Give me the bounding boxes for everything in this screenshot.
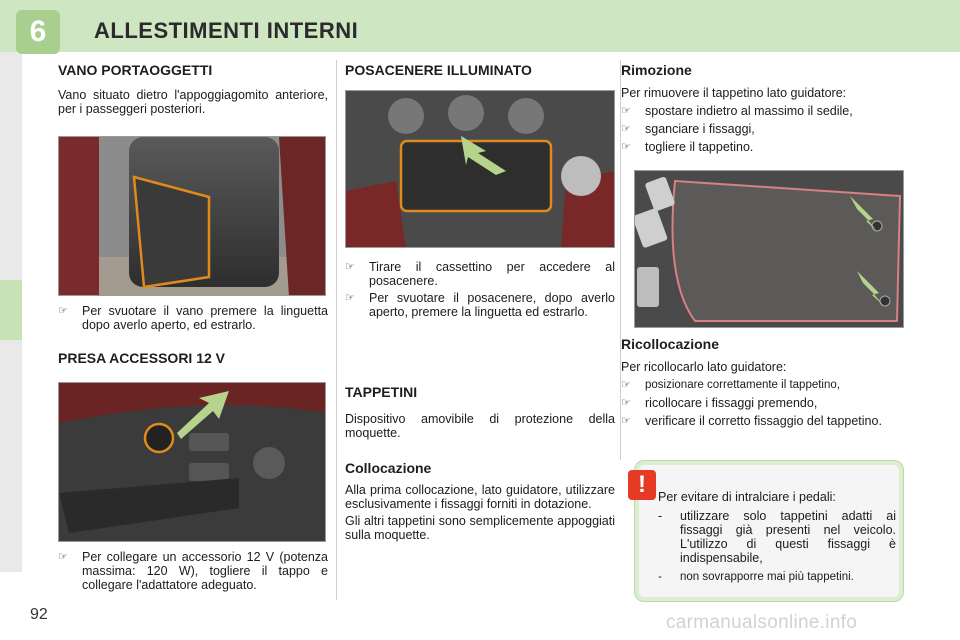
vano-bullet: ☞ Per svuotare il vano premere la linguetta dopo averlo aperto, ed estrarlo.	[58, 304, 328, 332]
side-tab	[0, 280, 22, 340]
warning-content	[658, 490, 896, 584]
vano-photo	[58, 136, 326, 296]
page-title: ALLESTIMENTI INTERNI	[94, 18, 359, 43]
ricollocazione-intro: Per ricollocarlo lato guidatore:	[621, 360, 787, 374]
pointing-hand-icon: ☞	[621, 123, 631, 135]
collocazione-paragraph-2: Gli altri tappetini sono semplicemente appoggiati sulla moquette.	[345, 514, 615, 542]
armrest-storage-illustration	[59, 137, 326, 296]
pointing-hand-icon: ☞	[345, 261, 355, 273]
rimozione-bullet-1: ☞ spostare indietro al massimo il sedile,	[621, 104, 853, 118]
pointing-hand-icon: ☞	[621, 415, 631, 427]
vano-intro: Vano situato dietro l'appoggiagomito anteriore, per i passeggeri posteriori.	[58, 88, 328, 116]
posacenere-photo	[345, 90, 615, 248]
warning-intro: Per evitare di intralciare i pedali:	[658, 490, 836, 504]
tappetino-photo	[634, 170, 904, 328]
ashtray-illustration	[346, 91, 615, 248]
rimozione-intro: Per rimuovere il tappetino lato guidatore:	[621, 86, 847, 100]
presa-title: PRESA ACCESSORI 12 V	[58, 350, 226, 366]
presa-bullet: ☞ Per collegare un accessorio 12 V (potenza massima: 120 W), togliere il tappo e collegare l'adattatore adeguato.	[58, 550, 328, 592]
rimozione-bullet-2: ☞ sganciare i fissaggi,	[621, 122, 755, 136]
vano-section	[58, 62, 328, 116]
pointing-hand-icon: ☞	[345, 292, 355, 304]
collocazione-title: Collocazione	[345, 460, 432, 476]
power-socket-illustration	[59, 383, 326, 542]
warning-item-2: - non sovrapporre mai più tappetini.	[658, 571, 854, 583]
pointing-hand-icon: ☞	[58, 551, 68, 563]
vano-title: VANO PORTAOGGETTI	[58, 62, 213, 78]
tappetini-intro: Dispositivo amovibile di protezione della moquette.	[345, 412, 615, 440]
presa-photo	[58, 382, 326, 542]
pointing-hand-icon: ☞	[621, 105, 631, 117]
chapter-number: 6	[16, 10, 60, 54]
warning-item-1: - utilizzare solo tappetini adatti ai fissaggi già presenti nel veicolo. L'utilizzo di questi fissaggi è indispensabile,	[658, 509, 896, 565]
ricollocazione-bullet-2: ☞ ricollocare i fissaggi premendo,	[621, 396, 818, 410]
rimozione-title: Rimozione	[621, 62, 692, 78]
pointing-hand-icon: ☞	[58, 305, 68, 317]
floor-mat-illustration	[635, 171, 904, 328]
ricollocazione-title: Ricollocazione	[621, 336, 720, 352]
column-divider	[336, 60, 337, 600]
pointing-hand-icon: ☞	[621, 379, 631, 391]
page-number: 92	[30, 606, 48, 623]
tappetini-title: TAPPETINI	[345, 384, 418, 400]
rimozione-bullet-3: ☞ togliere il tappetino.	[621, 140, 754, 154]
posacenere-title: POSACENERE ILLUMINATO	[345, 62, 532, 78]
pointing-hand-icon: ☞	[621, 141, 631, 153]
posacenere-bullet-1: ☞ Tirare il cassettino per accedere al posacenere.	[345, 260, 615, 288]
collocazione-paragraph-1: Alla prima collocazione, lato guidatore, utilizzare esclusivamente i fissaggi forniti in dotazione.	[345, 483, 615, 511]
warning-icon: !	[628, 470, 656, 500]
ricollocazione-bullet-1: ☞ posizionare correttamente il tappetino,	[621, 379, 840, 391]
posacenere-bullet-2: ☞ Per svuotare il posacenere, dopo averlo aperto, premere la linguetta ed estrarlo.	[345, 291, 615, 319]
ricollocazione-bullet-3: ☞ verificare il corretto fissaggio del tappetino.	[621, 414, 882, 428]
watermark: carmanualsonline.info	[666, 612, 858, 633]
pointing-hand-icon: ☞	[621, 397, 631, 409]
